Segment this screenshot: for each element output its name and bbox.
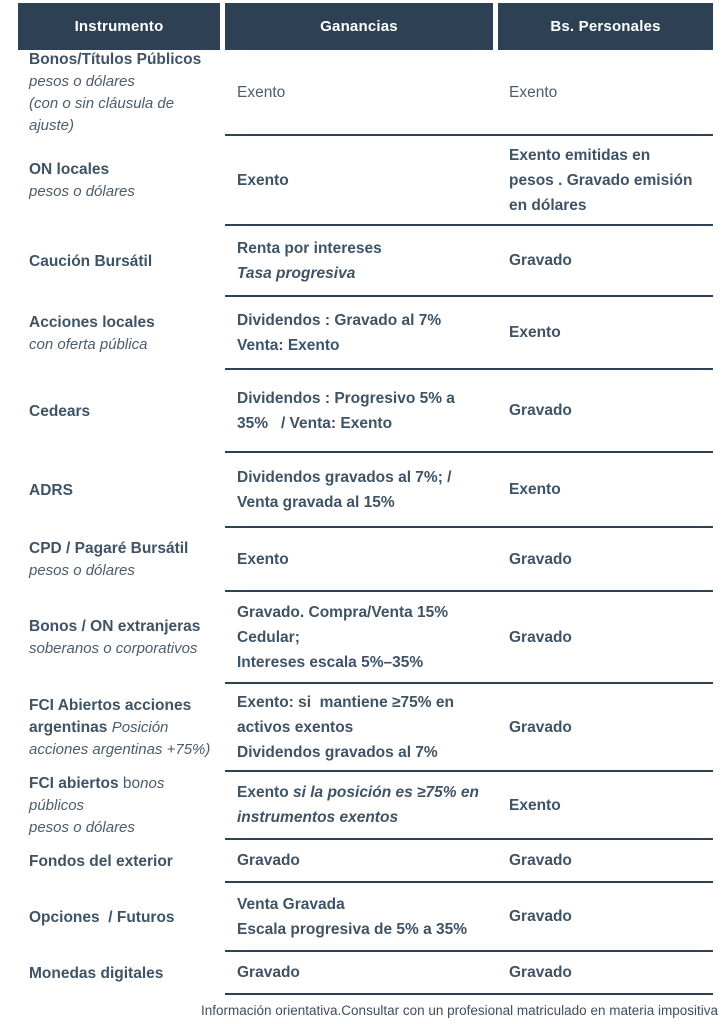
text-segment: pesos . Gravado emisión — [509, 171, 693, 189]
column-header-ganancias: Ganancias — [225, 3, 493, 50]
row-values-pane — [225, 952, 713, 995]
text-segment: Venta gravada al 15% — [237, 493, 395, 511]
text-line — [237, 780, 498, 805]
text-segment: Exento — [237, 550, 289, 568]
instrument-cell — [18, 528, 220, 592]
text-line — [509, 904, 713, 929]
text-line — [509, 625, 713, 650]
text-segment: Gravado — [509, 964, 572, 981]
row-values-pane — [225, 136, 713, 226]
text-segment: Exento emitidas en — [509, 146, 651, 164]
bs-personales-cell — [498, 904, 713, 929]
instrument-cell — [18, 684, 220, 772]
text-segment: Dividendos gravados al 7% — [237, 743, 438, 761]
ganancias-cell — [225, 80, 498, 105]
text-segment: en dólares — [509, 196, 587, 214]
bs-personales-cell — [498, 477, 713, 502]
text-segment: pesos o dólares — [29, 562, 135, 579]
ganancias-cell — [225, 547, 498, 572]
text-line — [29, 334, 220, 356]
text-line — [509, 793, 713, 818]
text-line — [237, 465, 498, 490]
text-line — [237, 960, 498, 985]
text-line — [29, 907, 220, 929]
text-line — [29, 695, 220, 717]
text-segment: Exento — [509, 83, 558, 101]
row-values-pane — [225, 50, 713, 136]
instrument-cell — [18, 883, 220, 952]
ganancias-cell — [225, 780, 498, 830]
text-line — [29, 851, 220, 873]
column-header-bs-personales: Bs. Personales — [498, 3, 713, 50]
text-line — [29, 480, 220, 502]
instrument-cell — [18, 226, 220, 297]
text-line — [509, 715, 713, 740]
text-line — [509, 848, 713, 873]
text-line — [509, 398, 713, 423]
text-line — [237, 547, 498, 572]
bs-personales-cell — [498, 715, 713, 740]
text-segment: Dividendos gravados al 7%; / — [237, 468, 452, 486]
text-line — [29, 638, 220, 660]
text-segment: pesos o dólares — [29, 819, 135, 836]
text-line — [29, 71, 220, 93]
text-line — [237, 715, 498, 740]
text-line — [237, 892, 498, 917]
text-segment: Cedular; — [237, 628, 300, 646]
instrument-cell — [18, 592, 220, 684]
text-line — [29, 538, 220, 560]
text-segment: Exento — [509, 796, 561, 814]
bs-personales-cell — [498, 143, 713, 218]
instrument-cell — [18, 840, 220, 883]
text-line — [237, 236, 498, 261]
text-segment: Exento — [237, 83, 286, 101]
text-segment: Exento — [237, 784, 293, 801]
text-segment: Gravado. Compra/Venta 15% — [237, 603, 449, 621]
text-segment: Bonos / ON extranjeras — [29, 618, 201, 635]
text-segment: Opciones / Futuros — [29, 908, 175, 926]
text-line — [29, 717, 220, 739]
text-line — [509, 193, 713, 218]
row-values-pane — [225, 684, 713, 772]
text-line — [29, 616, 220, 638]
bs-personales-cell — [498, 80, 713, 105]
text-line — [509, 320, 713, 345]
text-segment: Venta Gravada — [237, 895, 345, 913]
table-header-row — [18, 3, 713, 50]
text-line — [237, 625, 498, 650]
instrument-cell — [18, 136, 220, 226]
table-row — [18, 136, 713, 226]
ganancias-cell — [225, 690, 498, 765]
bs-personales-cell — [498, 547, 713, 572]
text-line — [509, 80, 713, 105]
bs-personales-cell — [498, 320, 713, 345]
text-line — [237, 690, 498, 715]
text-segment: argentinas — [29, 719, 112, 736]
text-segment: FCI Abiertos acciones — [29, 697, 192, 714]
text-line — [29, 739, 220, 761]
text-segment: Exento — [509, 481, 561, 498]
table-row — [18, 226, 713, 297]
table-row — [18, 370, 713, 453]
bs-personales-cell — [498, 398, 713, 423]
row-values-pane — [225, 528, 713, 592]
text-segment: Gravado — [509, 852, 572, 869]
text-line — [29, 49, 220, 71]
ganancias-cell — [225, 308, 498, 358]
text-line — [237, 411, 498, 436]
text-segment: Posición — [111, 719, 169, 736]
instrument-cell — [18, 370, 220, 453]
text-line — [29, 817, 220, 839]
text-segment: Gravado — [237, 852, 300, 869]
text-segment: si la posición es ≥75% en — [292, 784, 479, 801]
table-row — [18, 528, 713, 592]
ganancias-cell — [225, 600, 498, 675]
text-line — [237, 168, 498, 193]
text-line — [237, 490, 498, 515]
table-row — [18, 883, 713, 952]
text-segment: ADRS — [29, 481, 73, 499]
bs-personales-cell — [498, 848, 713, 873]
text-segment: activos exentos — [237, 718, 354, 736]
text-segment: Acciones locales — [29, 313, 155, 331]
text-line — [237, 650, 498, 675]
ganancias-cell — [225, 892, 498, 942]
text-segment: soberanos o corporativos — [29, 640, 198, 657]
text-line — [237, 848, 498, 873]
row-values-pane — [225, 883, 713, 952]
text-segment: Gravado — [237, 964, 300, 981]
bs-personales-cell — [498, 625, 713, 650]
table-row — [18, 592, 713, 684]
text-segment: FCI abiertos — [29, 775, 123, 792]
instrument-cell — [18, 297, 220, 370]
text-segment: acciones argentinas +75%) — [29, 741, 211, 758]
text-segment: Exento — [237, 171, 289, 189]
table-row — [18, 453, 713, 528]
text-line — [29, 773, 220, 817]
ganancias-cell — [225, 848, 498, 873]
row-values-pane — [225, 592, 713, 684]
text-segment: pesos o dólares — [29, 183, 135, 200]
ganancias-cell — [225, 960, 498, 985]
text-line — [237, 308, 498, 333]
text-line — [237, 740, 498, 765]
instrument-cell — [18, 772, 220, 840]
text-segment: Bonos/Títulos Públicos — [29, 51, 202, 68]
text-line — [237, 386, 498, 411]
text-segment: Tasa progresiva — [237, 264, 356, 282]
bs-personales-cell — [498, 248, 713, 273]
text-segment: Gravado — [509, 402, 572, 419]
tax-table — [18, 3, 713, 995]
text-segment: Gravado — [509, 628, 572, 646]
text-line — [509, 547, 713, 572]
text-line — [29, 963, 220, 985]
row-values-pane — [225, 772, 713, 840]
text-segment: Exento: si mantiene ≥75% en — [237, 693, 454, 711]
text-segment: Venta: Exento — [237, 336, 340, 354]
ganancias-cell — [225, 386, 498, 436]
text-line — [29, 251, 220, 273]
bs-personales-cell — [498, 960, 713, 985]
text-segment: (con o sin cláusula de ajuste) — [29, 95, 175, 134]
text-line — [29, 312, 220, 334]
row-values-pane — [225, 840, 713, 883]
text-segment: Dividendos : Gravado al 7% — [237, 311, 442, 329]
text-line — [29, 181, 220, 203]
table-row — [18, 952, 713, 995]
text-line — [237, 80, 498, 105]
text-line — [29, 401, 220, 423]
text-segment: Escala progresiva de 5% a 35% — [237, 920, 468, 938]
text-segment: instrumentos exentos — [237, 809, 399, 826]
text-segment: Caución Bursátil — [29, 252, 153, 270]
text-segment: Fondos del exterior — [29, 852, 173, 870]
text-segment: Gravado — [509, 252, 572, 269]
text-segment: ON locales — [29, 161, 110, 178]
text-line — [237, 917, 498, 942]
text-segment: 35% / Venta: Exento — [237, 414, 393, 432]
text-segment: Gravado — [509, 718, 572, 736]
text-segment: Intereses escala 5%–35% — [237, 653, 424, 671]
text-line — [237, 333, 498, 358]
ganancias-cell — [225, 465, 498, 515]
text-segment: Dividendos : Progresivo 5% a — [237, 389, 455, 407]
text-line — [509, 248, 713, 273]
bs-personales-cell — [498, 793, 713, 818]
text-line — [29, 93, 220, 137]
table-row — [18, 684, 713, 772]
row-values-pane — [225, 226, 713, 297]
text-line — [29, 560, 220, 582]
text-line — [237, 600, 498, 625]
table-row — [18, 840, 713, 883]
instrument-cell — [18, 952, 220, 995]
ganancias-cell — [225, 168, 498, 193]
text-segment: Monedas digitales — [29, 964, 164, 982]
footer-disclaimer: Información orientativa.Consultar con un profesional matriculado en materia impositiva — [200, 1003, 718, 1018]
column-header-instrumento: Instrumento — [18, 3, 220, 50]
row-values-pane — [225, 370, 713, 453]
text-segment: CPD / Pagaré Bursátil — [29, 540, 189, 557]
table-row — [18, 50, 713, 136]
ganancias-cell — [225, 236, 498, 286]
instrument-cell — [18, 50, 220, 136]
row-values-pane — [225, 297, 713, 370]
text-line — [509, 960, 713, 985]
text-segment: Cedears — [29, 402, 91, 420]
text-line — [237, 805, 498, 830]
table-row — [18, 772, 713, 840]
row-values-pane — [225, 453, 713, 528]
text-line — [237, 261, 498, 286]
text-segment: Gravado — [509, 550, 572, 568]
text-line — [509, 477, 713, 502]
text-segment: Gravado — [509, 908, 572, 925]
instrument-cell — [18, 453, 220, 528]
text-segment: nos públicos — [29, 775, 165, 814]
text-segment: Exento — [509, 324, 561, 341]
text-line — [509, 143, 713, 168]
text-segment: bo — [122, 775, 141, 792]
text-segment: Renta por intereses — [237, 239, 382, 257]
text-segment: con oferta pública — [29, 335, 148, 353]
table-row — [18, 297, 713, 370]
table-body — [18, 50, 713, 995]
text-line — [509, 168, 713, 193]
text-line — [29, 159, 220, 181]
text-segment: pesos o dólares — [29, 73, 135, 90]
